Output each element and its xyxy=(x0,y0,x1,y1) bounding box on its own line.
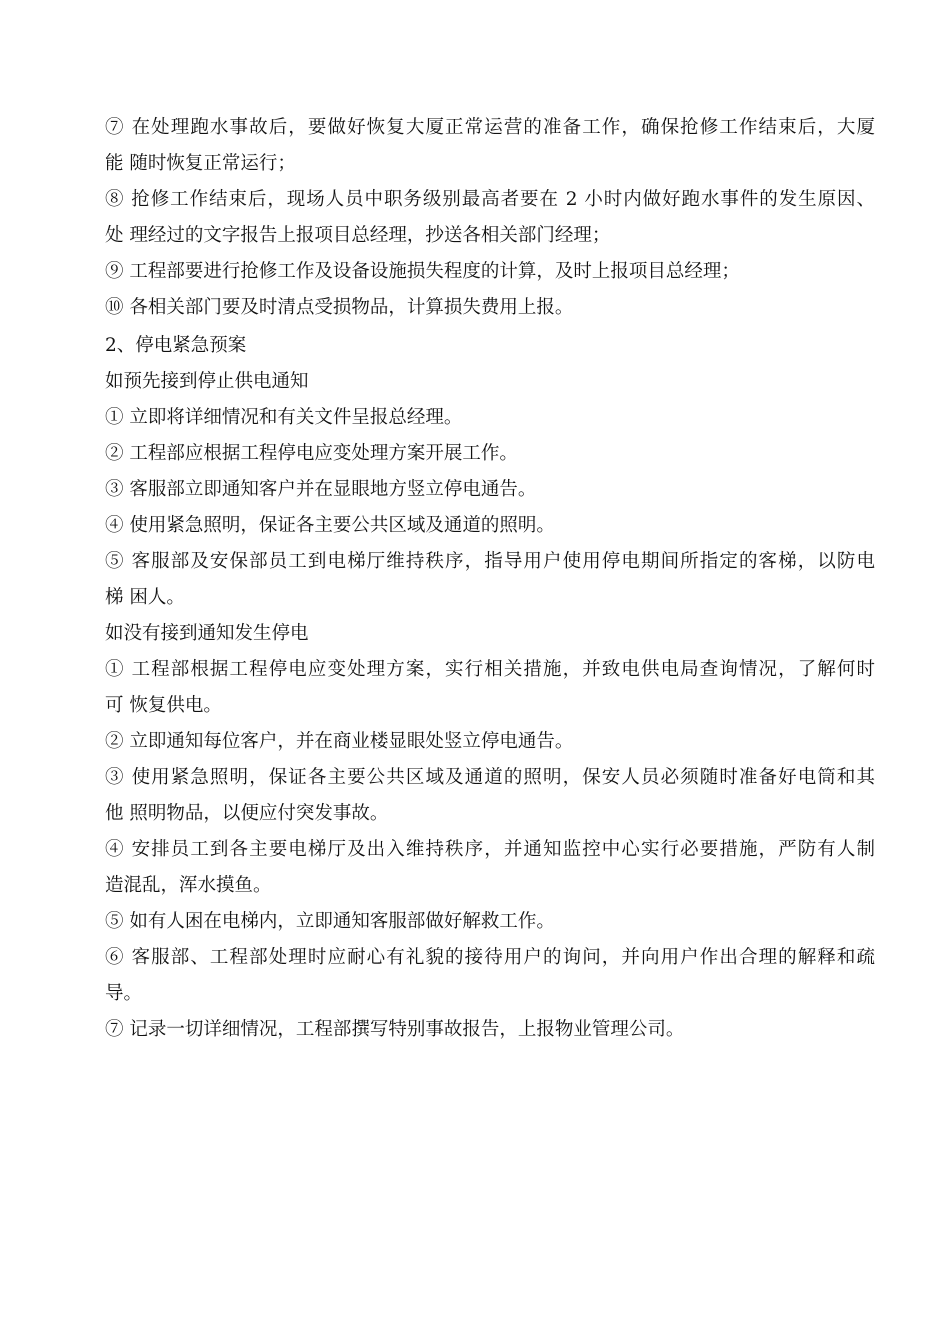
text-line: ⑥ 客服部、工程部处理时应耐心有礼貌的接待用户的询问，并向用户作出合理的解释和疏 xyxy=(105,947,875,968)
text-line: ⑦ 记录一切详细情况，工程部撰写特别事故报告，上报物业管理公司。 xyxy=(105,1019,685,1040)
subheading: 如没有接到通知发生停电 xyxy=(105,623,309,644)
text-line: ① 工程部根据工程停电应变处理方案，实行相关措施，并致电供电局查询情况，了解何时 xyxy=(105,659,875,680)
text-line: 梯 困人。 xyxy=(105,587,185,608)
section-heading: 2、停电紧急预案 xyxy=(105,335,247,356)
text-line: ③ 客服部立即通知客户并在显眼地方竖立停电通告。 xyxy=(105,479,537,500)
text-line: ④ 安排员工到各主要电梯厅及出入维持秩序，并通知监控中心实行必要措施，严防有人制 xyxy=(105,839,875,860)
text-line: 导。 xyxy=(105,983,143,1004)
text-line: ④ 使用紧急照明，保证各主要公共区域及通道的照明。 xyxy=(105,515,555,536)
document-body xyxy=(105,110,875,1048)
text-line: 他 照明物品，以便应付突发事故。 xyxy=(105,803,389,824)
text-line: ③ 使用紧急照明，保证各主要公共区域及通道的照明，保安人员必须随时准备好电筒和其 xyxy=(105,767,875,788)
text-line: ⑧ 抢修工作结束后，现场人员中职务级别最高者要在 2 小时内做好跑水事件的发生原因、 xyxy=(105,189,875,210)
text-line: ⑦ 在处理跑水事故后，要做好恢复大厦正常运营的准备工作，确保抢修工作结束后，大厦 xyxy=(105,117,875,138)
text-line: 可 恢复供电。 xyxy=(105,695,222,716)
text-line: 能 随时恢复正常运行； xyxy=(105,153,296,174)
text-line: ⑤ 客服部及安保部员工到电梯厅维持秩序，指导用户使用停电期间所指定的客梯，以防电 xyxy=(105,551,875,572)
text-line: ⑩ 各相关部门要及时清点受损物品，计算损失费用上报。 xyxy=(105,297,574,318)
text-line: 造混乱，浑水摸鱼。 xyxy=(105,875,272,896)
text-line: ① 立即将详细情况和有关文件呈报总经理。 xyxy=(105,407,463,428)
text-line: ⑤ 如有人困在电梯内，立即通知客服部做好解救工作。 xyxy=(105,911,555,932)
text-line: 处 理经过的文字报告上报项目总经理，抄送各相关部门经理； xyxy=(105,225,611,246)
subheading: 如预先接到停止供电通知 xyxy=(105,371,309,392)
text-line: ② 工程部应根据工程停电应变处理方案开展工作。 xyxy=(105,443,518,464)
text-line: ② 立即通知每位客户，并在商业楼显眼处竖立停电通告。 xyxy=(105,731,574,752)
text-line: ⑨ 工程部要进行抢修工作及设备设施损失程度的计算，及时上报项目总经理； xyxy=(105,261,740,282)
